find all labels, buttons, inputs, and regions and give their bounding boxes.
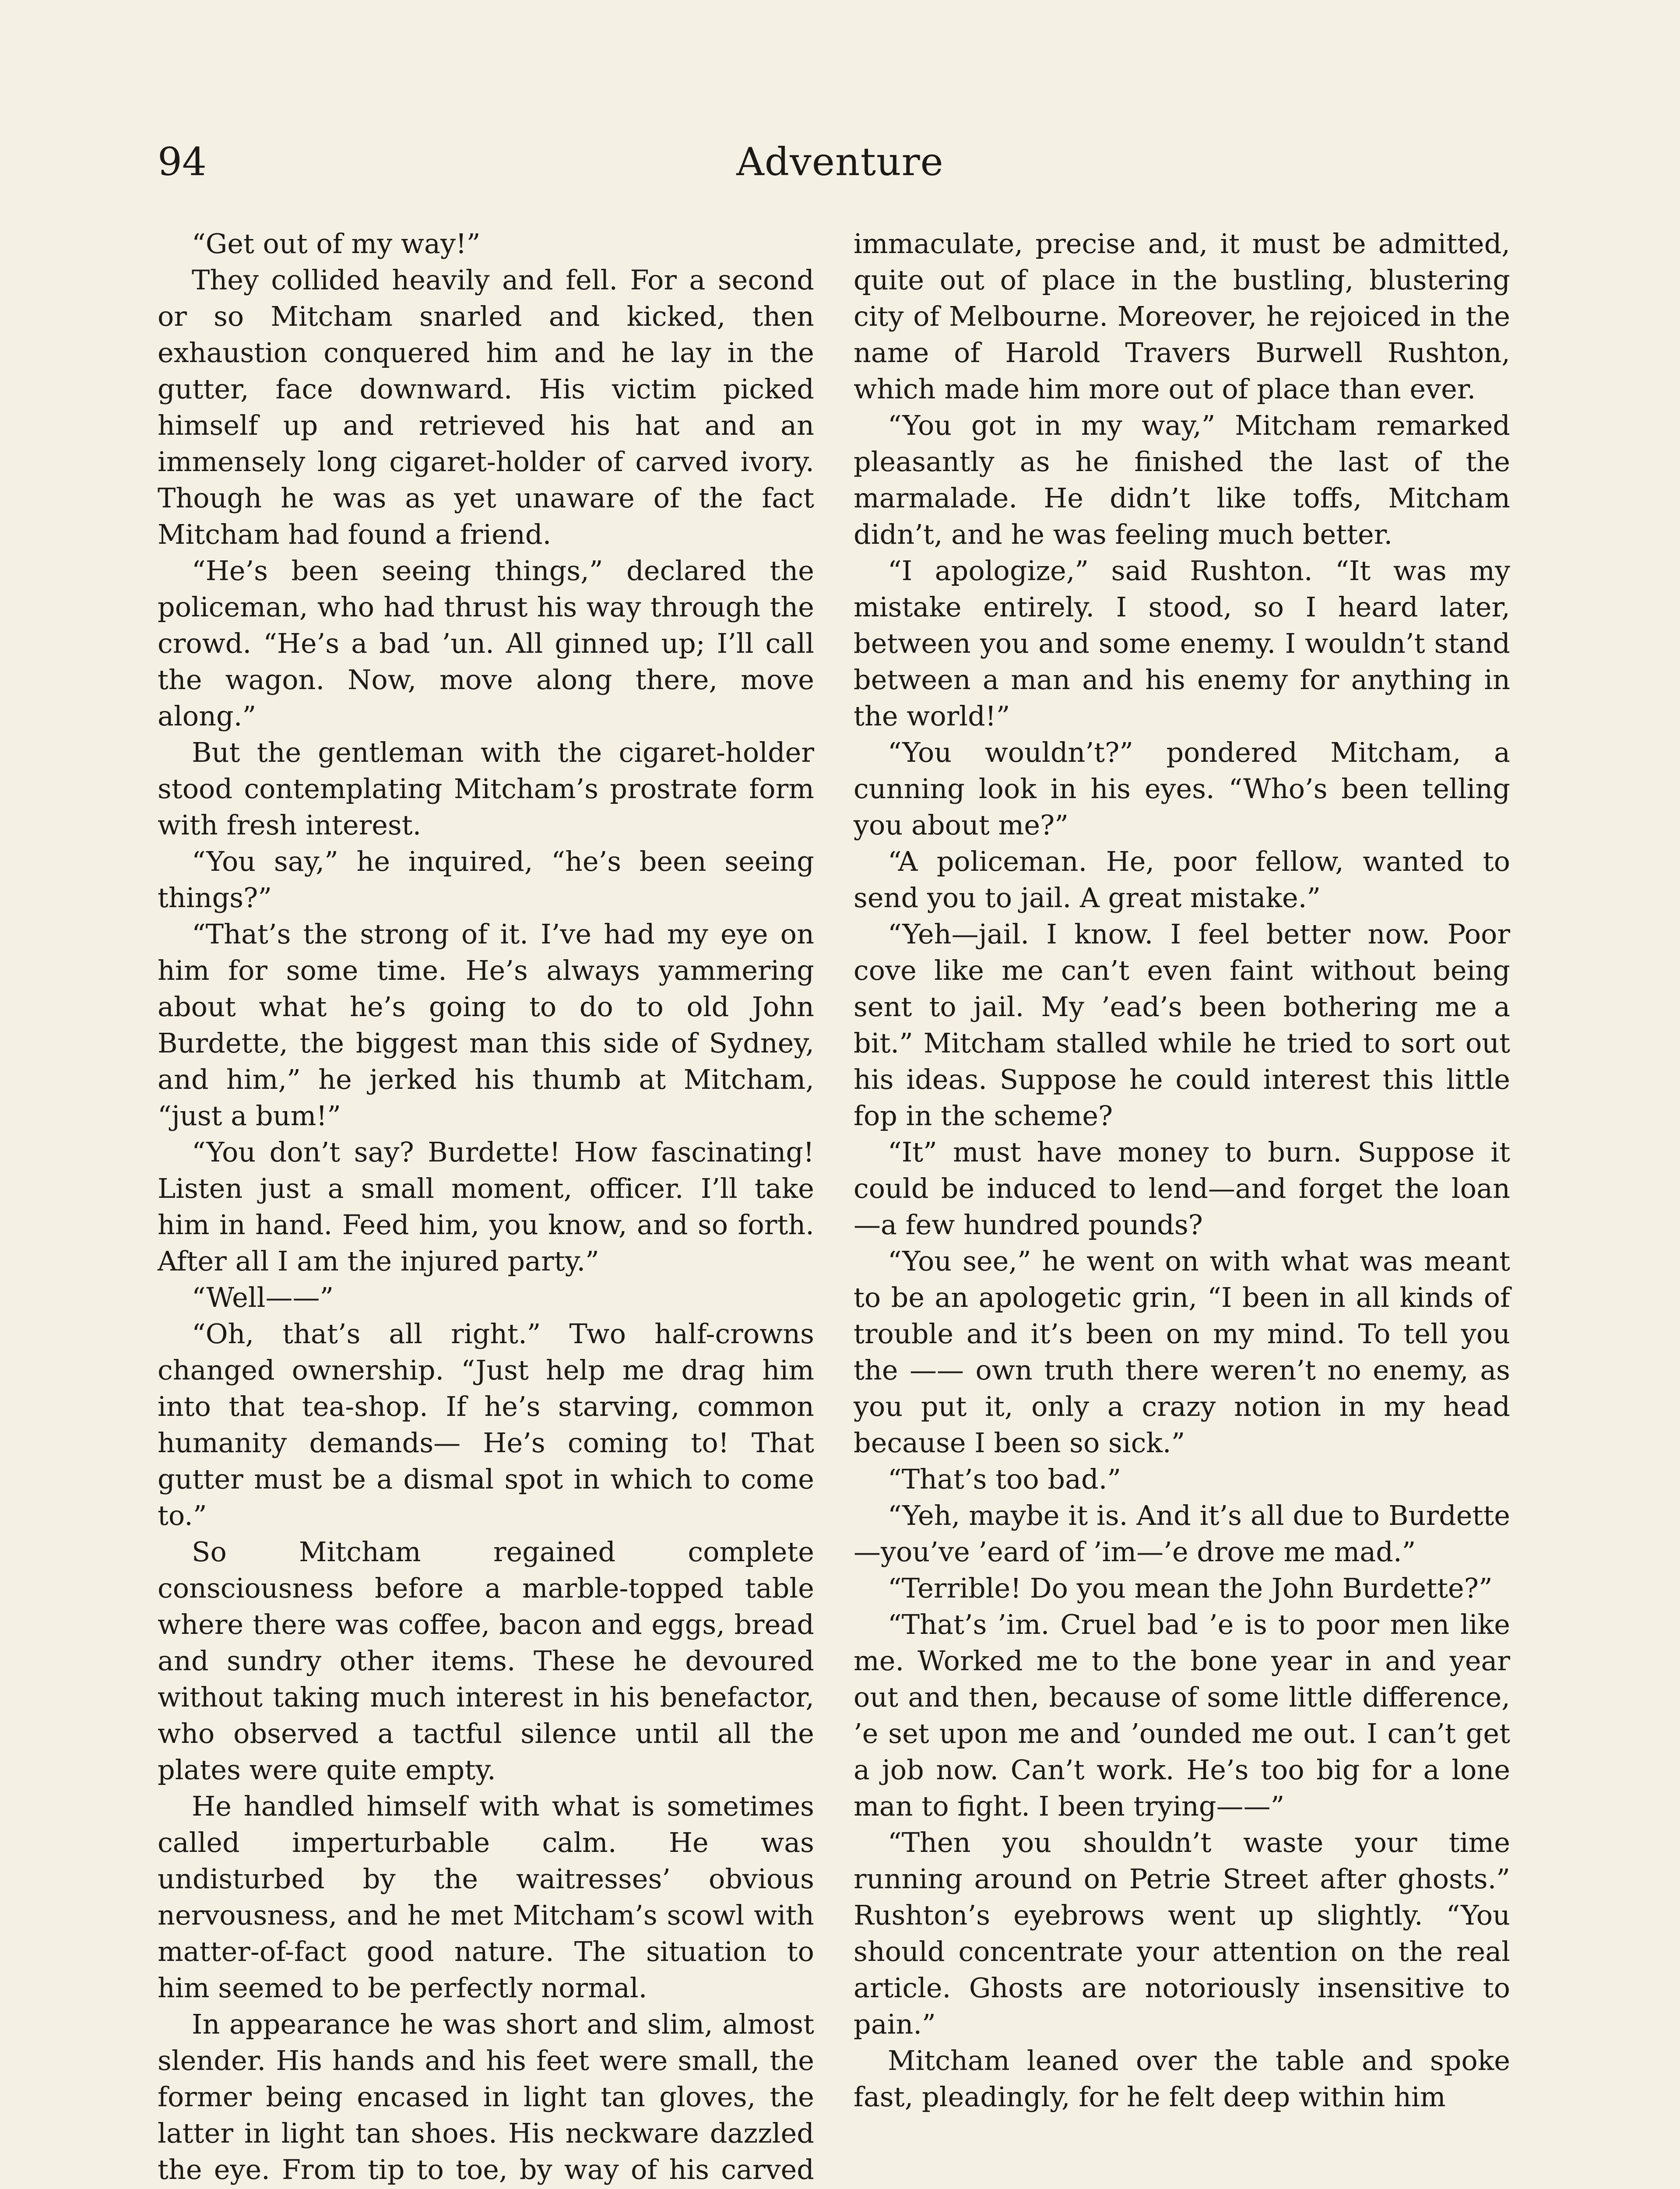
paragraph: “Get out of my way!” (192, 228, 481, 260)
paragraph: “You don’t say? Burdette! How fascinating! Listen just a small moment, officer. I’ll take him in hand. Feed him, you know, and so forth. After all I am the injured party.” (158, 1136, 814, 1277)
left-text-column (158, 225, 814, 2189)
paragraph: “It” must have money to burn. Suppose it could be induced to lend—and forget the loan—a few hundred pounds? (854, 1136, 1510, 1241)
paragraph: “You got in my way,” Mitcham remarked pleasantly as he finished the last of the marmalade. He didn’t like toffs, Mitcham didn’t, and he was feeling much better. (854, 409, 1510, 550)
paragraph: “I apologize,” said Rushton. “It was my mistake entirely. I stood, so I heard later, between you and some enemy. I wouldn’t stand between a man and his enemy for anything in the world!” (854, 555, 1510, 732)
paragraph: Mitcham leaned over the table and spoke fast, pleadingly, for he felt deep within him (854, 2045, 1510, 2113)
paragraph: “A policeman. He, poor fellow, wanted to send you to jail. A great mistake.” (854, 845, 1510, 914)
paragraph: “You wouldn’t?” pondered Mitcham, a cunning look in his eyes. “Who’s been telling you about me?” (854, 736, 1510, 841)
paragraph: “Yeh—jail. I know. I feel better now. Poor cove like me can’t even faint without being sent to jail. My ’ead’s been bothering me a bit.” Mitcham stalled while he tried to sort out his ideas. Suppose he could interest this little fop in the scheme? (854, 918, 1510, 1132)
paragraph: He handled himself with what is sometimes called imperturbable calm. He was undisturbed by the waitresses’ obvious nervousness, and he met Mitcham’s scowl with matter-of-fact good nature. The situation to him seemed to be perfectly normal. (158, 1790, 814, 2004)
paragraph: “Then you shouldn’t waste your time running around on Petrie Street after ghosts.” Rushton’s eyebrows went up slightly. “You should concentrate your attention on the real article. Ghosts are notoriously insensitive to pain.” (854, 1827, 1510, 2040)
paragraph: “He’s been seeing things,” declared the policeman, who had thrust his way through the crowd. “He’s a bad ’un. All ginned up; I’ll call the wagon. Now, move along there, move along.” (158, 555, 814, 732)
paragraph: But the gentleman with the cigaret-holder stood contemplating Mitcham’s prostrate form with fresh interest. (158, 736, 814, 841)
page-number: 94 (158, 139, 207, 184)
paragraph: “Oh, that’s all right.” Two half-crowns changed ownership. “Just help me drag him into that tea-shop. If he’s starving, common humanity demands— He’s coming to! That gutter must be a dismal spot in which to come to.” (158, 1318, 814, 1531)
right-text-column (854, 225, 1510, 2115)
page-header (158, 136, 1522, 188)
paragraph: “Terrible! Do you mean the John Burdette?” (888, 1572, 1493, 1604)
paragraph: “Yeh, maybe it is. And it’s all due to Burdette—you’ve ’eard of ’im—’e drove me mad.” (854, 1499, 1510, 1568)
paragraph: “You say,” he inquired, “he’s been seeing things?” (158, 845, 814, 914)
paragraph: “That’s too bad.” (888, 1463, 1121, 1495)
running-title: Adventure (736, 139, 944, 184)
paragraph: “You see,” he went on with what was meant to be an apologetic grin, “I been in all kinds of trouble and it’s been on my mind. To tell you the —— own truth there weren’t no enemy, as you put it, only a crazy notion in my head because I been so sick.” (854, 1245, 1510, 1459)
paragraph: So Mitcham regained complete consciousness before a marble-topped table where there was coffee, bacon and eggs, bread and sundry other items. These he devoured without taking much interest in his benefactor, who observed a tactful silence until all the plates were quite empty. (158, 1536, 814, 1786)
paragraph: They collided heavily and fell. For a second or so Mitcham snarled and kicked, then exhaustion conquered him and he lay in the gutter, face downward. His victim picked himself up and retrieved his hat and an immensely long cigaret-holder of carved ivory. Though he was as yet unaware of the fact Mitcham had found a friend. (158, 264, 814, 550)
paragraph: In appearance he was short and slim, almost slender. His hands and his feet were small, the former being encased in light tan gloves, the latter in light tan shoes. His neckware dazzled the eye. From tip to toe, by way of his carved (158, 2008, 814, 2185)
paragraph: “That’s ’im. Cruel bad ’e is to poor men like me. Worked me to the bone year in and year out and then, because of some little difference, ’e set upon me and ’ounded me out. I can’t get a job now. Can’t work. He’s too big for a lone man to fight. I been trying——” (854, 1608, 1510, 1822)
paragraph: “Well——” (192, 1281, 334, 1313)
paragraph: “That’s the strong of it. I’ve had my eye on him for some time. He’s always yammering about what he’s going to do to old John Burdette, the biggest man this side of Sydney, and him,” he jerked his thumb at Mitcham, “just a bum!” (158, 918, 814, 1132)
paragraph-continued: immaculate, precise and, it must be admitted, quite out of place in the bustling, blustering city of Melbourne. Moreover, he rejoiced in the name of Harold Travers Burwell Rushton, which made him more out of place than ever. (854, 228, 1510, 405)
